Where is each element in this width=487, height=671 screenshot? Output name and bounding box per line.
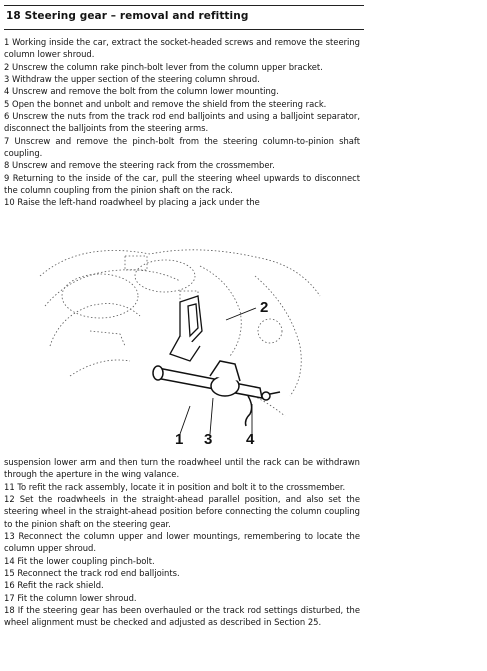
section-top-rule — [4, 5, 364, 6]
step-7: 7 Unscrew and remove the pinch-bolt from the steering column-to-pinion shaft coupling. — [4, 135, 360, 159]
steering-column-bracket — [170, 296, 202, 361]
step-11: 11 To refit the rack assembly, locate it in position and bolt it to the crossmember. — [4, 481, 346, 492]
step-12: 12 Set the roadwheels in the straight-ahead parallel position, and also set the steering wheel in the straight-ahead position before connecting the column coupling to the pinion shaft on the steering gear. — [4, 494, 360, 529]
callout-4: 4 — [246, 431, 255, 446]
instructions-bottom — [4, 456, 360, 629]
step-10: 10 Raise the left-hand roadwheel by placing a jack under the — [4, 197, 260, 208]
callout-2: 2 — [260, 299, 269, 316]
step-17: 17 Fit the column lower shroud. — [4, 592, 137, 603]
steering-gear-illustration — [30, 236, 330, 446]
callout-3: 3 — [204, 431, 213, 446]
section-heading-rule — [4, 29, 364, 30]
instructions-top — [4, 36, 360, 209]
step-2: 2 Unscrew the column rake pinch-bolt lever from the column upper bracket. — [4, 61, 323, 72]
step-14: 14 Fit the lower coupling pinch-bolt. — [4, 555, 155, 566]
section-heading: 18 Steering gear – removal and refitting — [6, 10, 249, 22]
step-18: 18 If the steering gear has been overhauled or the track rod settings disturbed, the wheel alignment must be checked and adjusted as described in Section 25. — [4, 605, 360, 628]
step-8: 8 Unscrew and remove the steering rack from the crossmember. — [4, 160, 275, 171]
step-1: 1 Working inside the car, extract the socket-headed screws and remove the steering column lower shroud. — [4, 37, 360, 60]
callout-1: 1 — [175, 431, 184, 446]
step-15: 15 Reconnect the track rod end balljoints. — [4, 568, 180, 579]
step-13: 13 Reconnect the column upper and lower mountings, remembering to locate the column upper shroud. — [4, 531, 360, 554]
step-16: 16 Refit the rack shield. — [4, 580, 104, 591]
step-10-continued: suspension lower arm and then turn the roadwheel until the rack can be withdrawn through the aperture in the wing valance. — [4, 457, 360, 480]
step-4: 4 Unscrew and remove the bolt from the column lower mounting. — [4, 86, 279, 97]
steering-rack — [153, 361, 280, 426]
step-5: 5 Open the bonnet and unbolt and remove the shield from the steering rack. — [4, 98, 327, 109]
step-6: 6 Unscrew the nuts from the track rod end balljoints and using a balljoint separator, disconnect the balljoints from the steering arms. — [4, 111, 360, 134]
step-3: 3 Withdraw the upper section of the steering column shroud. — [4, 74, 260, 85]
step-9: 9 Returning to the inside of the car, pull the steering wheel upwards to disconnect the column coupling from the pinion shaft on the rack. — [4, 172, 360, 196]
